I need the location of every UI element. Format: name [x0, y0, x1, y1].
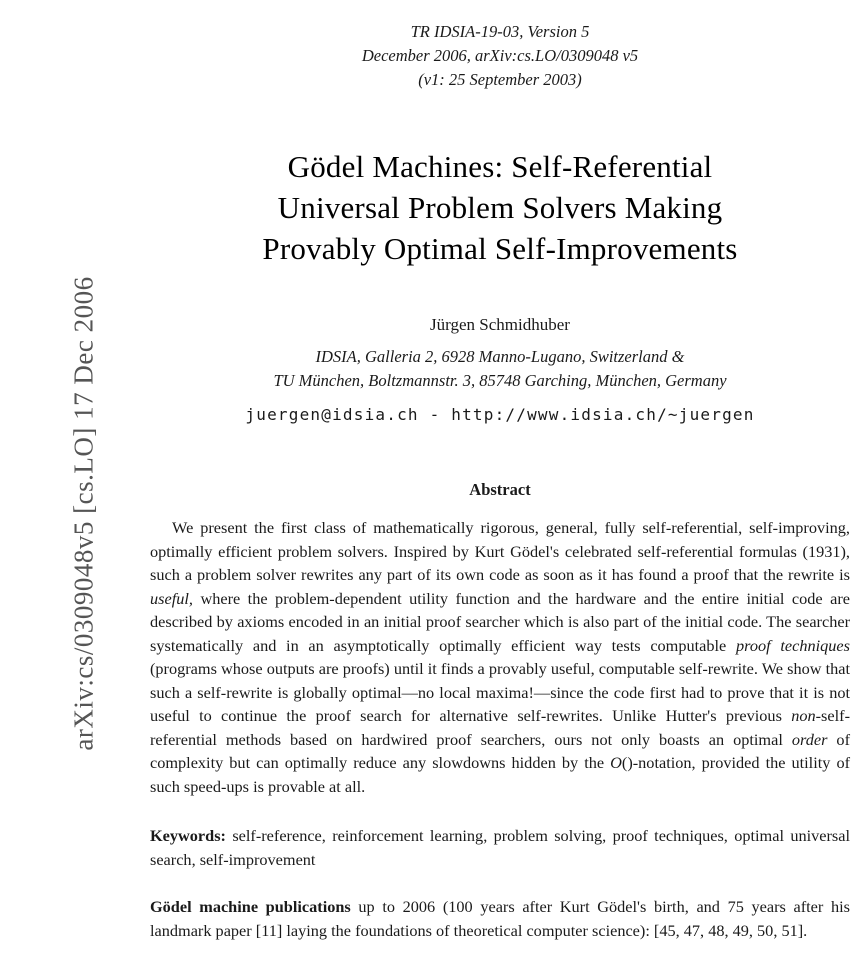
title-line-2: Universal Problem Solvers Making: [277, 190, 723, 225]
paper-page: [150, 0, 850, 961]
title-line-1: Gödel Machines: Self-Referential: [287, 149, 713, 184]
title-line-3: Provably Optimal Self-Improvements: [262, 231, 738, 266]
arxiv-vertical-stamp: arXiv:cs/0309048v5 [cs.LO] 17 Dec 2006: [68, 276, 99, 751]
page-title: [150, 146, 850, 269]
abstract-text-e: of complexity but can optimally reduce any slowdowns hidden by the: [150, 729, 850, 772]
report-date-arxiv-id: December 2006, arXiv:cs.LO/0309048 v5: [361, 46, 639, 65]
publications-text: up to 2006 (100 years after Kurt Gödel's birth, and 75 years after his landmark paper [11] laying the foundations of theoretical computer science): [45, 47, 48, 49, 50, 51].: [150, 897, 850, 940]
abstract-text-a: We present the first class of mathematically rigorous, general, fully self-referential, self-improving, optimally efficient problem solvers. Inspired by Kurt Gödel's celebrated self-referential formulas (1931), such a problem solver rewrites any part of its own code as soon as it has found a proof that the rewrite is: [150, 518, 850, 584]
keywords-text: self-reference, reinforcement learning, problem solving, proof techniques, optimal universal search, self-improvement: [150, 826, 850, 869]
abstract-text-b: where the problem-dependent utility function and the hardware and the entire initial code are described by axioms encoded in an initial proof searcher which is also part of the initial code. The searcher systematically and in an asymptotically optimally efficient way tests computable: [150, 588, 850, 655]
abstract-emph-proof-techniques: proof techniques: [735, 635, 850, 655]
abstract-emph-useful: useful,: [150, 588, 193, 608]
author-affiliation: [150, 345, 850, 393]
abstract-heading: Abstract: [469, 480, 531, 499]
keywords-block: [150, 824, 850, 871]
report-header: [150, 20, 850, 92]
report-number: TR IDSIA-19-03, Version 5: [410, 22, 590, 41]
report-version-date: (v1: 25 September 2003): [418, 70, 582, 89]
affiliation-line-2: TU München, Boltzmannstr. 3, 85748 Garching, München, Germany: [273, 371, 727, 390]
abstract-text-f: ()-notation, provided the utility of such speed-ups is provable at all.: [150, 753, 851, 796]
abstract-text-d: -self-referential methods based on hardwired proof searchers, ours not only boasts an optimal: [150, 706, 850, 749]
abstract-emph-non: non: [791, 706, 816, 725]
author-contact[interactable]: juergen@idsia.ch - http://www.idsia.ch/~juergen: [245, 405, 755, 424]
author-name: Jürgen Schmidhuber: [430, 315, 570, 334]
abstract-paragraph: [150, 516, 850, 798]
abstract-text-c: (programs whose outputs are proofs) until it finds a provably useful, computable self-rewrite. We show that such a self-rewrite is globally optimal—no local maxima!—since the code first had to prove that it is not useful to continue the proof search for alternative self-rewrites. Unlike Hutter's previous: [150, 659, 850, 725]
publications-block: [150, 895, 850, 942]
abstract-emph-order: order: [791, 729, 828, 749]
keywords-label: Keywords:: [150, 826, 226, 845]
abstract-emph-bigO: O: [610, 753, 622, 772]
affiliation-line-1: IDSIA, Galleria 2, 6928 Manno-Lugano, Switzerland &: [315, 347, 685, 366]
publications-label: Gödel machine publications: [150, 897, 351, 916]
